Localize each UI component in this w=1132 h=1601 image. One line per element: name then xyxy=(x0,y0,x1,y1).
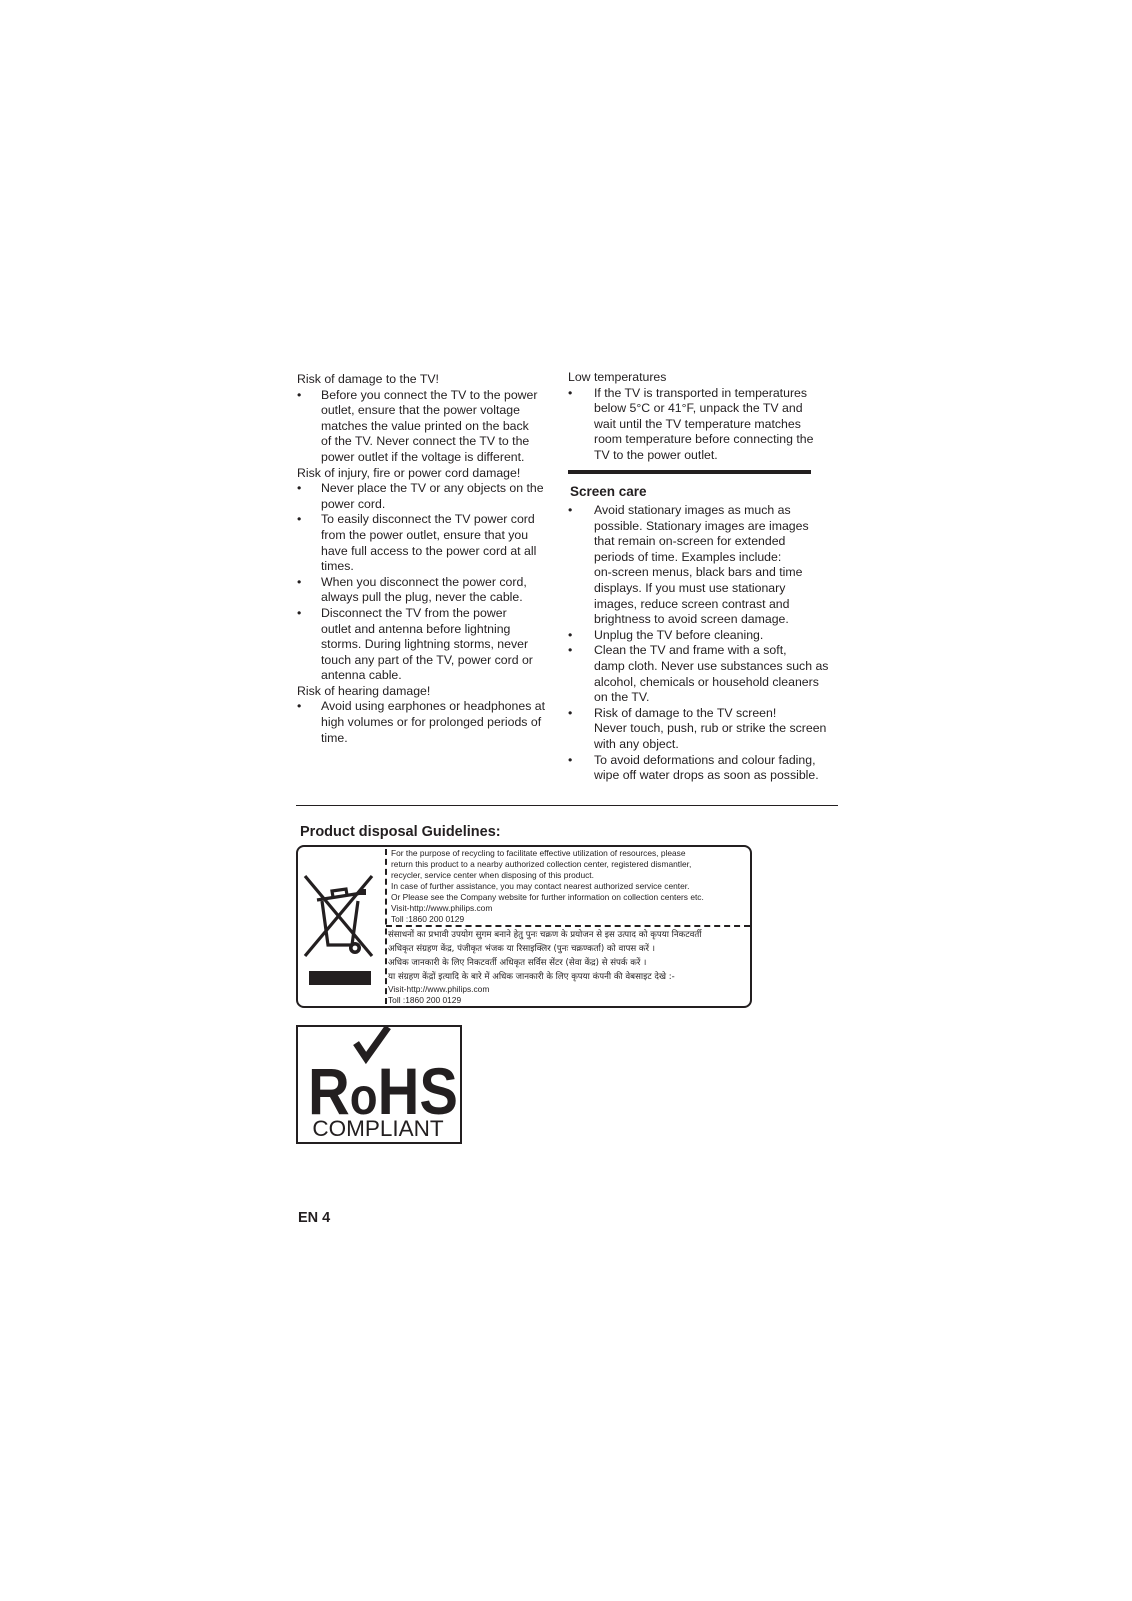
list-item-line: power cord. xyxy=(321,496,386,511)
list-item-line: from the power outlet, ensure that you xyxy=(321,527,529,542)
list-item-line: always pull the plug, never the cable. xyxy=(321,590,523,605)
section-heading: Risk of injury, fire or power cord damage! xyxy=(297,465,521,480)
list-item-line: Avoid stationary images as much as xyxy=(594,503,791,517)
bin-underline-bar xyxy=(309,971,371,985)
list-item-line: antenna cable. xyxy=(321,668,402,683)
list-item-line: possible. Stationary images are images xyxy=(594,518,809,533)
list-item-line: outlet and antenna before lightning xyxy=(321,621,511,636)
bullet-marker: • xyxy=(568,643,573,658)
bullet-marker: • xyxy=(297,512,302,527)
list-item-line: Disconnect the TV from the power xyxy=(321,605,507,620)
list-item-line: time. xyxy=(321,730,348,745)
list-item xyxy=(568,753,840,784)
list-item-line: Never touch, push, rub or strike the screen xyxy=(594,721,827,736)
left-column xyxy=(297,372,559,746)
list-item-line: outlet, ensure that the power voltage xyxy=(321,403,520,418)
list-item-line: Unplug the TV before cleaning. xyxy=(594,627,764,642)
bullet-marker: • xyxy=(568,705,573,720)
disposal-english-line: Toll :1860 200 0129 xyxy=(391,914,465,924)
list-item-line: images, reduce screen contrast and xyxy=(594,596,790,611)
list-item-line: have full access to the power cord at all xyxy=(321,543,537,558)
low-temperatures-section xyxy=(568,370,840,464)
list-item-line: times. xyxy=(321,559,354,574)
list-item-line: room temperature before connecting the xyxy=(594,432,814,447)
section-divider-thick xyxy=(568,470,811,474)
disposal-info-box xyxy=(296,845,752,1008)
list-item xyxy=(568,628,840,644)
disposal-english-line: Or Please see the Company website for further information on collection centers etc. xyxy=(391,892,704,902)
disposal-english-line: In case of further assistance, you may contact nearest authorized service center. xyxy=(391,881,690,891)
disposal-english-line: For the purpose of recycling to facilitate effective utilization of resources, please xyxy=(391,848,686,858)
page-number: EN 4 xyxy=(298,1210,331,1226)
list-item-line: power outlet if the voltage is different. xyxy=(321,449,525,464)
list-item xyxy=(568,503,840,628)
bullet-marker: • xyxy=(297,699,302,714)
list-item xyxy=(297,606,559,684)
list-item-line: matches the value printed on the back xyxy=(321,418,529,433)
screen-care-heading: Screen care xyxy=(570,484,647,499)
list-item-line: alcohol, chemicals or household cleaners xyxy=(594,674,819,689)
bullet-marker: • xyxy=(568,503,573,517)
list-item-line: on the TV. xyxy=(594,690,650,705)
list-item xyxy=(568,386,840,464)
list-item-line: that remain on-screen for extended xyxy=(594,534,786,549)
list-item xyxy=(568,643,840,705)
list-item-line: on-screen menus, black bars and time xyxy=(594,565,803,580)
list-item-line: touch any part of the TV, power cord or xyxy=(321,652,533,667)
rohs-compliant-logo xyxy=(296,1025,470,1144)
list-item-line: Risk of damage to the TV screen! xyxy=(594,705,777,720)
section-heading: Low temperatures xyxy=(568,370,667,384)
list-item-line: To avoid deformations and colour fading, xyxy=(594,752,816,767)
list-item-line: Never place the TV or any objects on the xyxy=(321,481,544,496)
list-item-line: wait until the TV temperature matches xyxy=(594,416,801,431)
section-heading: Risk of damage to the TV! xyxy=(297,372,439,386)
list-item xyxy=(297,388,559,466)
bullet-marker: • xyxy=(297,574,302,589)
bullet-marker: • xyxy=(297,481,302,496)
list-item xyxy=(297,699,559,746)
disposal-text-hindi xyxy=(388,928,750,1006)
list-item-line: Avoid using earphones or headphones at xyxy=(321,699,546,714)
disposal-hindi-line: अधिक जानकारी के लिए निकटवर्ती अधिकृत सर्विस सेंटर (सेवा केंद्र) से संपर्क करें । xyxy=(388,958,647,968)
list-item-line: If the TV is transported in temperatures xyxy=(594,385,808,400)
list-item-line: TV to the power outlet. xyxy=(594,447,718,462)
disposal-hindi-line: अधिकृत संग्रहण केंद्र, पंजीकृत भंजक या रिसाइक्लिर (पुनः चक्रण्कर्ता) को वापस करें । xyxy=(388,944,655,954)
disposal-hindi-line: संसाधनों का प्रभावी उपयोग सुगम बनाने हेतु पुनः चक्रण के प्रयोजन से इस उत्पाद को कृपया निकटवर्ती xyxy=(388,930,702,940)
list-item-line: Clean the TV and frame with a soft, xyxy=(594,643,787,658)
list-item-line: When you disconnect the power cord, xyxy=(321,574,527,589)
list-item-line: wipe off water drops as soon as possible. xyxy=(594,768,819,783)
list-item-line: below 5°C or 41°F, unpack the TV and xyxy=(594,401,803,416)
list-item-line: with any object. xyxy=(594,736,679,751)
bullet-marker: • xyxy=(568,752,573,767)
disposal-english-line: Visit-http://www.philips.com xyxy=(391,903,493,913)
list-item-line: of the TV. Never connect the TV to the xyxy=(321,434,530,449)
bullet-marker: • xyxy=(568,385,573,400)
svg-text:RoHS: RoHS xyxy=(308,1054,470,1128)
list-item xyxy=(297,481,559,512)
list-item-line: brightness to avoid screen damage. xyxy=(594,612,789,627)
list-item xyxy=(297,575,559,606)
bullet-marker: • xyxy=(568,627,573,642)
rohs-label: COMPLIANT xyxy=(312,1116,444,1141)
list-item-line: periods of time. Examples include: xyxy=(594,549,782,564)
list-item-line: storms. During lightning storms, never xyxy=(321,637,529,652)
list-item-line: damp cloth. Never use substances such as xyxy=(594,658,829,673)
list-item xyxy=(568,706,840,753)
disposal-heading: Product disposal Guidelines: xyxy=(300,824,501,840)
hindi-visit-line: Visit-http://www.philips.com xyxy=(388,984,490,994)
crossed-out-bin-icon xyxy=(302,873,376,959)
bullet-marker: • xyxy=(297,387,302,402)
disposal-text-english xyxy=(391,848,753,925)
hindi-toll-line: Toll :1860 200 0129 xyxy=(388,995,462,1005)
dashed-separator-horizontal xyxy=(386,925,750,927)
list-item-line: high volumes or for prolonged periods of xyxy=(321,715,542,730)
list-item-line: displays. If you must use stationary xyxy=(594,580,786,595)
screen-care-list xyxy=(568,503,840,784)
disposal-hindi-line: या संग्रहण केंद्रों इत्यादि के बारे में अधिक जानकारी के लिए कृपया कंपनी की वेबसाइट देखे :- xyxy=(388,972,675,982)
disposal-english-line: recycler, service center when disposing of this product. xyxy=(391,870,594,880)
bullet-marker: • xyxy=(297,605,302,620)
section-heading: Risk of hearing damage! xyxy=(297,683,431,698)
list-item-line: Before you connect the TV to the power xyxy=(321,387,538,402)
list-item-line: To easily disconnect the TV power cord xyxy=(321,512,535,527)
disposal-english-line: return this product to a nearby authorized collection center, registered dismantler, xyxy=(391,859,692,869)
section-divider xyxy=(296,805,838,806)
list-item xyxy=(297,512,559,574)
